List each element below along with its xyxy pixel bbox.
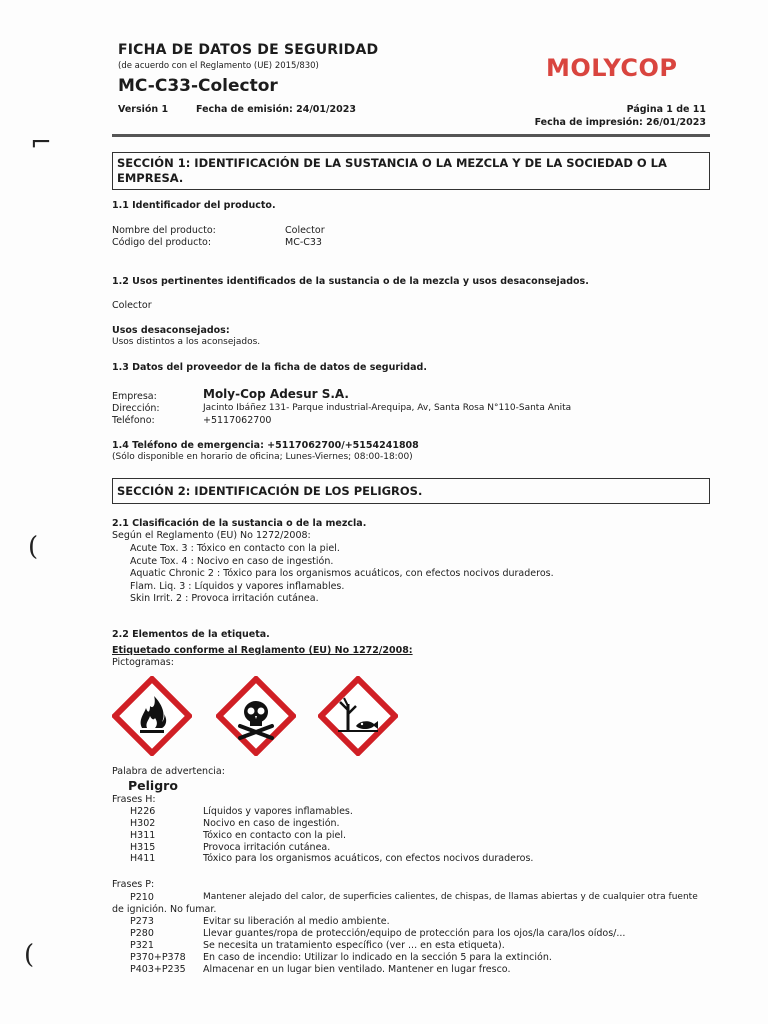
classification-item: Skin Irrit. 2 : Provoca irritación cutánea. [130,593,319,604]
company-value: Moly-Cop Adesur S.A. [203,387,349,401]
signal-word-label: Palabra de advertencia: [112,766,225,777]
h-phrase-text: Tóxico para los organismos acuáticos, con efectos nocivos duraderos. [203,853,534,864]
p-phrases-label: Frases P: [112,879,155,890]
p-phrase-code: P210 [130,892,154,903]
product-title: MC-C33-Colector [118,76,278,96]
document-subtitle: (de acuerdo con el Reglamento (UE) 2015/830) [118,61,319,71]
product-code-label: Código del producto: [112,237,212,248]
product-name-value: Colector [285,225,325,236]
company-logo: MOLYCOP [546,54,678,82]
classification-item: Aquatic Chronic 2 : Tóxico para los organismos acuáticos, con efectos nocivos duraderos. [130,568,554,579]
discouraged-uses-text: Usos distintos a los aconsejados. [112,337,261,347]
h-phrase-code: H411 [130,853,156,864]
p-phrase-code: P273 [130,916,154,927]
subsection-2-2-heading: 2.2 Elementos de la etiqueta. [112,629,270,640]
h-phrase-code: H302 [130,818,156,829]
p-phrase-code: P321 [130,940,154,951]
h-phrases-label: Frases H: [112,794,156,805]
emergency-note: (Sólo disponible en horario de oficina; Lunes-Viernes; 08:00-18:00) [112,452,413,462]
h-phrase-text: Tóxico en contacto con la piel. [203,830,347,841]
flame-pictogram [112,676,192,756]
label-regulation-heading: Etiquetado conforme al Reglamento (EU) No 1272/2008: [112,645,413,656]
environment-pictogram [318,676,398,756]
phone-value: +5117062700 [203,415,272,426]
address-value: Jacinto Ibáñez 131- Parque industrial-Arequipa, Av, Santa Rosa N°110-Santa Anita [203,403,572,413]
section-1-title: SECCIÓN 1: IDENTIFICACIÓN DE LA SUSTANCIA O LA MEZCLA Y DE LA SOCIEDAD O LA EMPRESA. [112,152,710,190]
discouraged-uses-heading: Usos desaconsejados: [112,325,230,336]
subsection-1-3-heading: 1.3 Datos del proveedor de la ficha de datos de seguridad. [112,362,427,373]
address-label: Dirección: [112,403,160,414]
page-number: Página 1 de 11 [626,104,706,115]
classification-item: Acute Tox. 3 : Tóxico en contacto con la piel. [130,543,340,554]
p-phrase-code: P370+P378 [130,952,186,963]
scan-mark: ⌐ [30,128,52,158]
p-phrase-code: P403+P235 [130,964,186,975]
classification-item: Flam. Liq. 3 : Líquidos y vapores inflamables. [130,581,345,592]
skull-crossbones-pictogram [216,676,296,756]
h-phrase-code: H311 [130,830,156,841]
subsection-2-1-heading: 2.1 Clasificación de la sustancia o de la mezcla. [112,518,367,529]
company-label: Empresa: [112,391,157,402]
pictograms-label: Pictogramas: [112,657,174,668]
classification-item: Acute Tox. 4 : Nocivo en caso de ingestión. [130,556,334,567]
classification-intro: Según el Reglamento (EU) No 1272/2008: [112,530,311,541]
phone-label: Teléfono: [112,415,155,426]
section-2-title: SECCIÓN 2: IDENTIFICACIÓN DE LOS PELIGROS. [112,478,710,504]
subsection-1-4-heading: 1.4 Teléfono de emergencia: +5117062700/+5154241808 [112,440,419,451]
issue-date: Fecha de emisión: 24/01/2023 [196,104,356,115]
header-rule [112,134,710,137]
p-phrase-code: P280 [130,928,154,939]
version-label: Versión 1 [118,104,169,115]
scan-mark: ( [28,532,39,562]
h-phrase-code: H315 [130,842,156,853]
p-phrase-text: En caso de incendio: Utilizar lo indicado en la sección 5 para la extinción. [203,952,552,963]
product-code-value: MC-C33 [285,237,322,248]
subsection-1-1-heading: 1.1 Identificador del producto. [112,200,276,211]
h-phrase-text: Líquidos y vapores inflamables. [203,806,353,817]
h-phrase-code: H226 [130,806,156,817]
p-phrase-text: Llevar guantes/ropa de protección/equipo de protección para los ojos/la cara/los oídos/... [203,928,626,939]
document-title: FICHA DE DATOS DE SEGURIDAD [118,42,379,58]
p-phrase-text-continued: de ignición. No fumar. [112,904,217,915]
p-phrase-text: Se necesita un tratamiento específico (ver ... en esta etiqueta). [203,940,505,951]
p-phrase-text: Evitar su liberación al medio ambiente. [203,916,390,927]
p-phrase-text: Almacenar en un lugar bien ventilado. Mantener en lugar fresco. [203,964,511,975]
signal-word: Peligro [128,778,178,793]
h-phrase-text: Provoca irritación cutánea. [203,842,331,853]
h-phrase-text: Nocivo en caso de ingestión. [203,818,340,829]
scan-mark: ( [24,940,35,970]
print-date: Fecha de impresión: 26/01/2023 [534,117,706,128]
p-phrase-text: Mantener alejado del calor, de superficies calientes, de chispas, de llamas abiertas y de cualquier otra fuente [203,892,698,902]
subsection-1-2-heading: 1.2 Usos pertinentes identificados de la sustancia o de la mezcla y usos desaconsejados. [112,276,589,287]
product-name-label: Nombre del producto: [112,225,216,236]
identified-use: Colector [112,300,152,311]
